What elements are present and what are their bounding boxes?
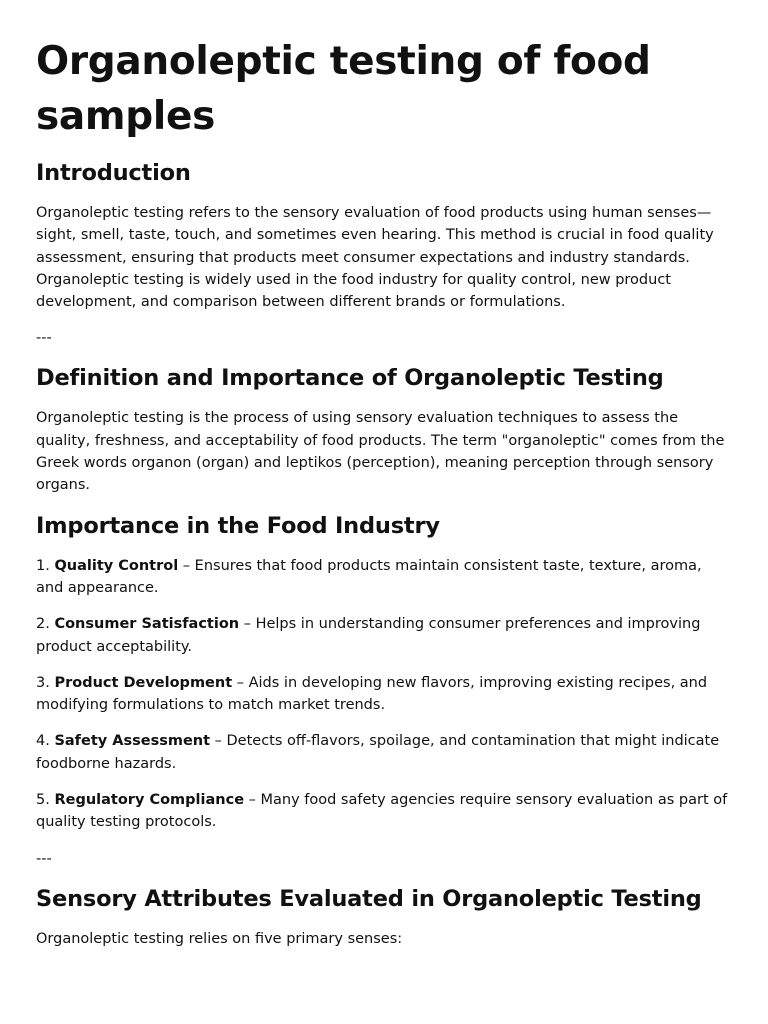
list-item-number: 3. xyxy=(36,674,50,691)
list-item-term: Product Development xyxy=(54,674,233,691)
list-item xyxy=(36,555,732,600)
page-title: Organoleptic testing of food samples xyxy=(36,39,651,139)
section-heading-sensory-attributes: Sensory Attributes Evaluated in Organoleptic Testing xyxy=(36,885,702,912)
list-item-number: 4. xyxy=(36,733,50,750)
list-item xyxy=(36,613,732,658)
list-item-description: – Many food safety agencies require sensory evaluation as part of quality testing protocols. xyxy=(36,792,728,831)
separator: --- xyxy=(36,850,52,867)
list-item-term: Quality Control xyxy=(54,557,179,574)
list-item-description: – Helps in understanding consumer preferences and improving product acceptability. xyxy=(36,616,701,655)
list-item xyxy=(36,730,732,775)
list-item-number: 1. xyxy=(36,557,50,574)
list-item-term: Regulatory Compliance xyxy=(54,792,245,809)
list-item-description: – Ensures that food products maintain consistent taste, texture, aroma, and appearance. xyxy=(36,557,702,596)
section-heading-definition: Definition and Importance of Organoleptic Testing xyxy=(36,365,664,392)
list-item-term: Consumer Satisfaction xyxy=(54,616,240,633)
list-item-description: – Detects off-flavors, spoilage, and contamination that might indicate foodborne hazards. xyxy=(36,733,720,772)
sensory-attributes-paragraph: Organoleptic testing relies on five primary senses: xyxy=(36,930,403,947)
list-item xyxy=(36,672,732,717)
list-item xyxy=(36,789,732,834)
separator: --- xyxy=(36,330,52,347)
list-item-term: Safety Assessment xyxy=(54,733,211,750)
list-item-number: 2. xyxy=(36,616,50,633)
section-heading-introduction: Introduction xyxy=(36,160,191,186)
section-heading-importance: Importance in the Food Industry xyxy=(36,512,440,539)
definition-paragraph: Organoleptic testing is the process of using sensory evaluation techniques to assess the quality, freshness, and acceptability of food products. The term "organoleptic" comes from the Greek words organon (organ) and leptikos (perception), meaning perception through sensory organs. xyxy=(36,410,725,494)
list-item-number: 5. xyxy=(36,792,50,809)
list-item-description: – Aids in developing new flavors, improving existing recipes, and modifying formulations to match market trends. xyxy=(36,674,708,714)
introduction-paragraph: Organoleptic testing refers to the sensory evaluation of food products using human senses—sight, smell, taste, touch, and sometimes even hearing. This method is crucial in food quality assessment, ensuring that products meet consumer expectations and industry standards. Organoleptic testing is widely used in the food industry for quality control, new product development, and comparison between different brands or formulations. xyxy=(36,205,714,311)
